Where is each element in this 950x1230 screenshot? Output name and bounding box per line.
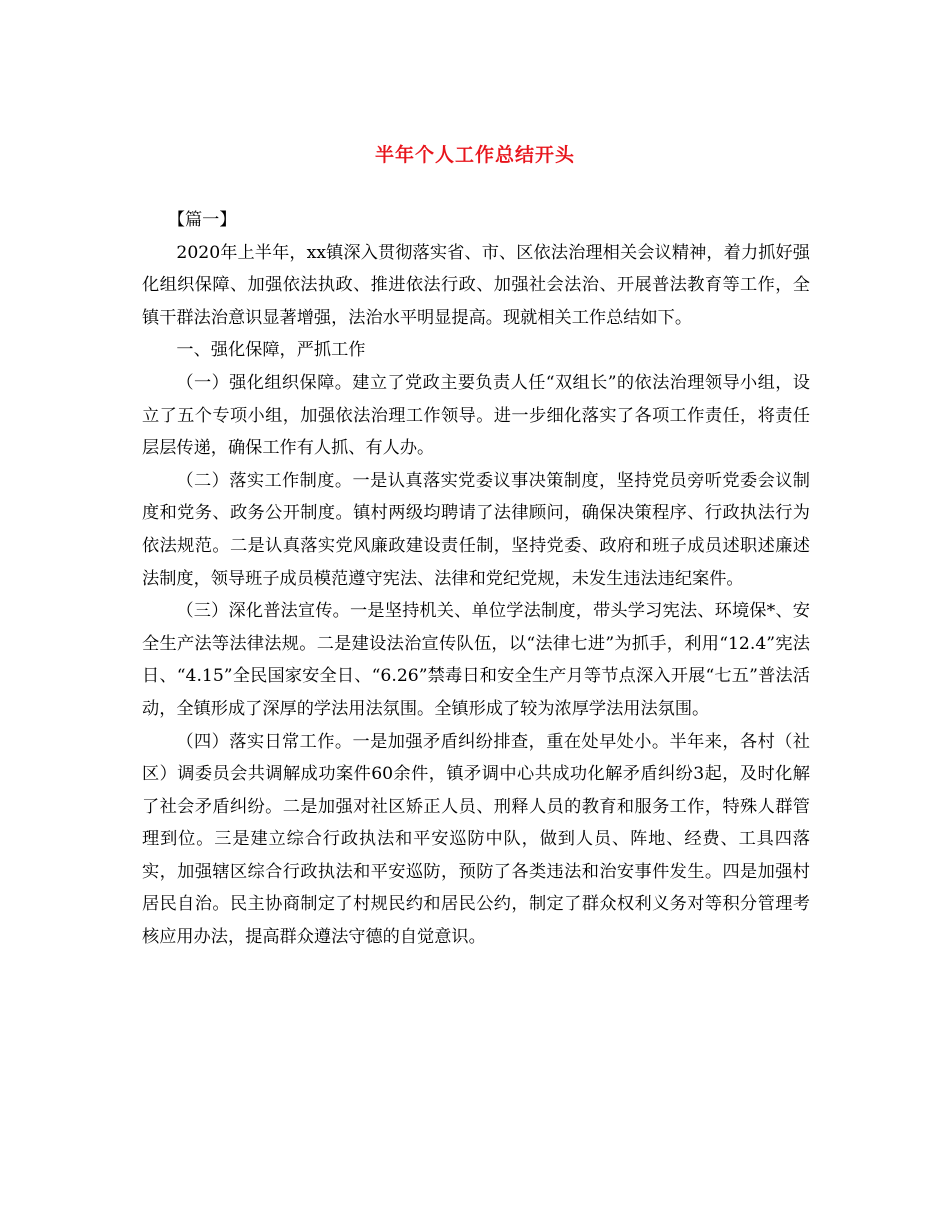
paragraph-daily-work: （四）落实日常工作。一是加强矛盾纠纷排查，重在处早处小。半年来，各村（社区）调委员会共调解成功案件60余件，镇矛调中心共成功化解矛盾纠纷3起，及时化解了社会矛盾纠纷。二是加强对社区矫正人员、刑释人员的教育和服务工作，特殊人群管理到位。三是建立综合行政执法和平安巡防中队，做到人员、阵地、经费、工具四落实，加强辖区综合行政执法和平安巡防，预防了各类违法和治安事件发生。四是加强村居民自治。民主协商制定了村规民约和居民公约，制定了群众权利义务对等积分管理考核应用办法，提高群众遵法守德的自觉意识。 [142,731,810,948]
document-title: 半年个人工作总结开头 [374,144,575,166]
paragraph-law-publicity: （三）深化普法宣传。一是坚持机关、单位学法制度，带头学习宪法、环境保*、安全生产法等法律法规。二是建设法治宣传队伍，以“法律七进”为抓手，利用“12.4”宪法日、“4.15”全民国家安全日、“6.26”禁毒日和安全生产月等节点深入开展“七五”普法活动，全镇形成了深厚的学法用法氛围。全镇形成了较为浓厚学法用法氛围。 [142,601,810,719]
paragraph-heading-1: 一、强化保障，严抓工作 [176,340,366,361]
paragraph-intro: 2020年上半年，xx镇深入贯彻落实省、市、区依法治理相关会议精神，着力抓好强化组织保障、加强依法执政、推进依法行政、加强社会法治、开展普法教育等工作，全镇干群法治意识显著增强，法治水平明显提高。现就相关工作总结如下。 [142,242,810,328]
paragraph-work-system: （二）落实工作制度。一是认真落实党委议事决策制度，坚持党员旁听党委会议制度和党务、政务公开制度。镇村两级均聘请了法律顾问，确保决策程序、行政执法行为依法规范。二是认真落实党风廉政建设责任制，坚持党委、政府和班子成员述职述廉述法制度，领导班子成员模范遵守宪法、法律和党纪党规，未发生违法违纪案件。 [142,470,810,589]
section-tag: 【篇一】 [167,210,237,230]
document-body [142,204,810,954]
paragraph-organization: （一）强化组织保障。建立了党政主要负责人任“双组长”的依法治理领导小组，设立了五个专项小组，加强依法治理工作领导。进一步细化落实了各项工作责任，将责任层层传递，确保工作有人抓、有人办。 [142,372,810,459]
